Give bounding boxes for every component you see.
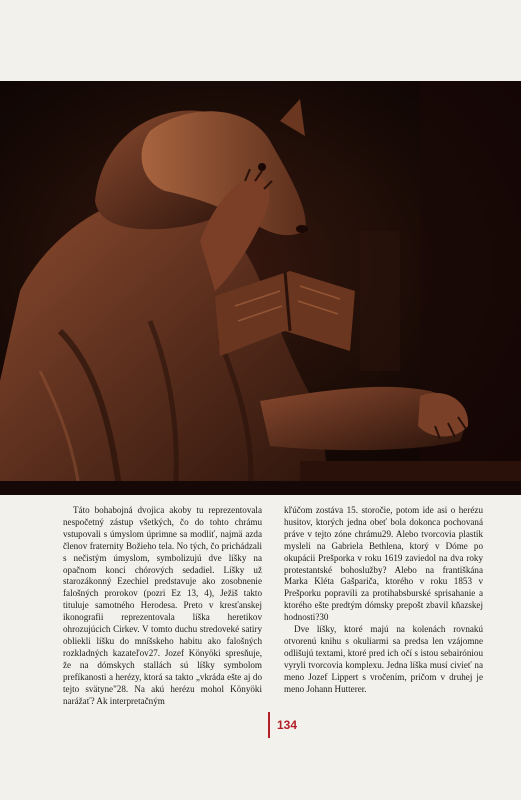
carved-fox-photograph	[0, 81, 521, 495]
text-column-right	[284, 505, 483, 707]
text-column-left	[63, 505, 262, 707]
paragraph: Táto bohabojná dvojica akoby tu reprezentovala nespočetný zástup všetkých, čo do tohto chrámu vstupovali s úmyslom úprimne sa modliť, najmä azda členov fraternity Božieho tela. No tých, čo prichádzali s nečistým úmyslom, symbolizujú dve líšky na opačnom konci chórových sedadiel. Líšky už starozákonný Ezechiel predstavuje ako zosobnenie falošných prorokov (pozri Ez 13, 4), Ježiš takto tituluje samotného Herodesa. Preto v kresťanskej ikonografii reprezentovala líška heretikov ohrozujúcich Cirkev. V tomto duchu stredoveké satiry obliekli líšku do mníšskeho habitu ako falošných rozkladných kazateľov27. Jozef Könyöki spresňuje, že na dómskych stallách sú líšky symbolom prefíkanosti a herézy, ktorá sa takto „vkráda ešte aj do tejto svätyne"28. Na akú herézu mohol Könyöki narážať? Ak interpretačným	[63, 505, 262, 706]
text-columns	[63, 505, 483, 707]
paragraph: Dve líšky, ktoré majú na kolenách rovnakú otvorenú knihu s okuliarmi sa predsa len vzájomne odlišujú textami, ktoré pred ich očí s istou sebairóniou vyryli tvorcovia komplexu. Jedna líška musí civieť na meno Jozef Lippert s vročením, pričom v druhej je meno Johann Hutterer.	[284, 624, 483, 694]
page-number: 134	[268, 712, 297, 738]
carved-fox-image	[0, 81, 521, 495]
paragraph: kľúčom zostáva 15. storočie, potom ide asi o herézu husitov, ktorých jedna obeť bola dokonca pochovaná práve v tejto zóne chrámu29. Alebo tvorcovia plastík mysleli na Gabriela Bethlena, ktorý v Dóme po okupácii Prešporka v roku 1619 zaviedol na dva roky protestantské bohoslužby? Alebo na františkána Marka Kléta Gašpariča, ktorého v roku 1853 v Prešporku popravili za protihabsburské sprisahanie a ktorého ešte predtým dómsky prepošt zbavil kňazskej hodnosti?30	[284, 505, 483, 623]
